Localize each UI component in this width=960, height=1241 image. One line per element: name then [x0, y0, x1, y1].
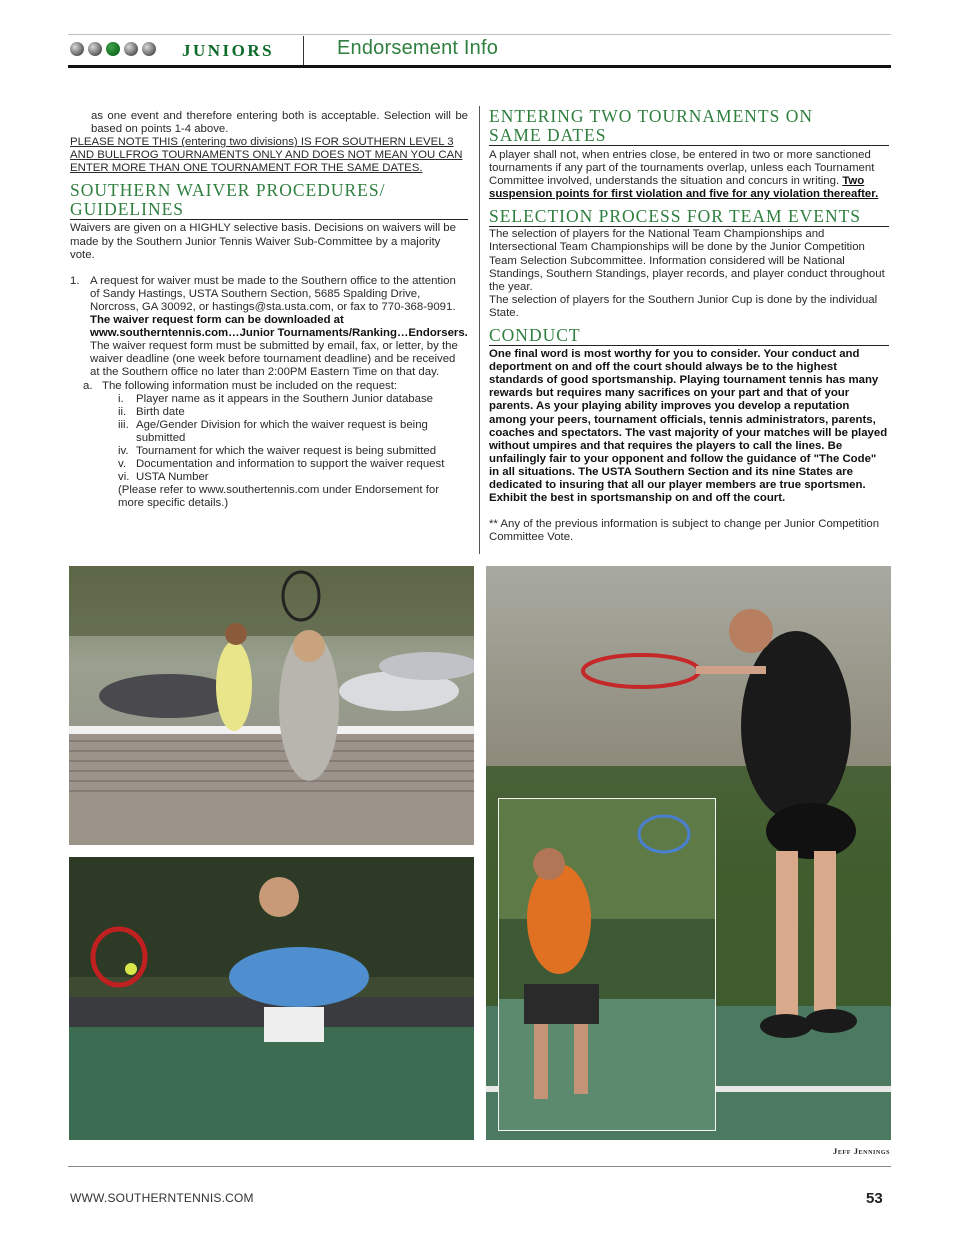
waiver-item-1: [70, 275, 468, 380]
roman-text: Tournament for which the waiver request is being submitted: [136, 444, 437, 457]
roman-num: ii.: [118, 405, 127, 418]
ball-icon: [70, 42, 84, 56]
item1-text: A request for waiver must be made to the Southern office to the attention of Sandy Hastings, USTA Southern Section, 5685 Spalding Drive, Norcross, GA 30092, or hastings@sta.usta.com, or fax to 770-368-9091.: [90, 274, 456, 313]
roman-text: Player name as it appears in the Southern Junior database: [136, 392, 433, 405]
roman-item: [118, 445, 468, 458]
footer-url[interactable]: WWW.SOUTHERNTENNIS.COM: [70, 1191, 254, 1205]
item1-download-text: The waiver request form can be downloaded at www.southerntennis.com…Junior Tournaments/Ranking…Endorsers.: [90, 314, 468, 340]
header-bottom-rule: [68, 65, 891, 68]
waiver-heading-line1: SOUTHERN WAIVER PROCEDURES/: [70, 180, 386, 201]
right-column: [489, 107, 889, 544]
page-number: 53: [866, 1190, 883, 1207]
conduct-text: One final word is most worthy for you to consider. Your conduct and deportment on and off the court should always be to the highest standards of good sportsmanship. Playing tournament tennis has many rewards but requires many sacrifices on your part and that of your parents. As your playing ability improves you develop a reputation among your peers, tournament officials, tennis administrators, parents, coaches and spectators. The vast majority of your matches will be played without umpires and that requires the players to call the lines. Be unfailingly fair to your opponent and follow the guidance of "The Code" in all situations. The USTA Southern Section and its nine States are dedicated to insuring that all our player members are true sportsmen. Exhibit the best in sportsmanship on and off the court.: [489, 348, 888, 505]
header-divider: [303, 36, 304, 65]
sub-item-a-text: The following information must be included on the request:: [102, 379, 398, 392]
tennis-balls-logo: [70, 42, 156, 56]
roman-item: [118, 393, 468, 406]
team-text-2: The selection of players for the Southern Junior Cup is done by the individual State.: [489, 293, 878, 319]
ball-icon: [124, 42, 138, 56]
roman-num: i.: [118, 392, 124, 405]
waiver-heading: [70, 181, 468, 220]
photo-boy-orange-shirt-inset: [498, 798, 716, 1131]
roman-list: [70, 393, 468, 511]
green-ball-icon: [106, 42, 120, 56]
roman-item: [118, 419, 468, 445]
roman-num: iv.: [118, 444, 129, 457]
roman-text: Birth date: [136, 405, 185, 418]
item-number: 1.: [70, 274, 80, 287]
photo-girls-doubles-image: [69, 566, 474, 845]
two-heading-line2: SAME DATES: [489, 126, 889, 146]
section-label: JUNIORS: [182, 41, 275, 60]
footer-rule: [68, 1166, 891, 1167]
photo-boy-orange-shirt-image: [499, 799, 715, 1130]
left-column: [70, 110, 468, 510]
roman-num: vi.: [118, 471, 130, 484]
team-events-heading: SELECTION PROCESS FOR TEAM EVENTS: [489, 207, 889, 227]
sub-item-a: [70, 380, 468, 393]
roman-item: [118, 406, 468, 419]
two-text: A player shall not, when entries close, be entered in two or more sanctioned tournaments if any part of the tournaments overlap, unless each Tournament Committee involved, understands the situation and concurs in writing.: [489, 149, 875, 188]
roman-text: Documentation and information to support the waiver request: [136, 458, 445, 471]
column-divider: [479, 106, 480, 554]
team-text-1: The selection of players for the National Team Championships and Intersectional Team Championships will be done by the Junior Competition Team Selection Subcommittee. Information considered will be National Standings, Southern Standings, player records, and player conduct throughout the year.: [489, 228, 885, 293]
roman-item: [118, 471, 468, 484]
suspension-text: Two suspension points for first violation and five for any violation thereafter.: [489, 175, 879, 201]
ball-icon: [88, 42, 102, 56]
roman-num: v.: [118, 458, 127, 471]
two-tournaments-heading: [489, 107, 889, 146]
item1-rest: The waiver request form must be submitted by email, fax, or letter, by the waiver deadline (one week before tournament deadline) and be received at the Southern office no later than 2:00PM Eastern Time on that day.: [90, 340, 458, 379]
waiver-intro: Waivers are given on a HIGHLY selective basis. Decisions on waivers will be made by the Southern Junior Tennis Waiver Sub-Committee by a majority vote.: [70, 222, 456, 261]
note-text: PLEASE NOTE THIS (entering two divisions) IS FOR SOUTHERN LEVEL 3 AND BULLFROG TOURNAMENTS ONLY AND DOES NOT MEAN YOU CAN ENTER MORE THAN ONE TOURNAMENT FOR THE SAME DATES.: [70, 136, 463, 175]
header-top-rule: [68, 34, 891, 35]
refer-text: (Please refer to www.southertennis.com under Endorsement for more specific details.): [118, 484, 439, 510]
ball-icon: [142, 42, 156, 56]
disclaimer-text: ** Any of the previous information is subject to change per Junior Competition Committee Vote.: [489, 518, 880, 544]
roman-text: Age/Gender Division for which the waiver request is being submitted: [136, 418, 428, 444]
roman-text: USTA Number: [136, 471, 209, 484]
two-heading-line1: ENTERING TWO TOURNAMENTS ON: [489, 106, 814, 126]
photo-boy-blue-shirt-image: [69, 857, 474, 1140]
conduct-heading: CONDUCT: [489, 326, 889, 346]
photo-girls-doubles: [69, 566, 474, 845]
intro-text: as one event and therefore entering both is acceptable. Selection will be based on points 1-4 above.: [91, 110, 468, 136]
page-title: Endorsement Info: [337, 37, 499, 59]
sub-item-letter: a.: [83, 379, 93, 392]
roman-item: [118, 458, 468, 471]
photo-boy-blue-shirt: [69, 857, 474, 1140]
waiver-heading-line2: GUIDELINES: [70, 200, 468, 220]
photo-credit: Jeff Jennings: [833, 1146, 891, 1156]
two-tournaments-text: [489, 149, 889, 201]
roman-num: iii.: [118, 418, 129, 431]
